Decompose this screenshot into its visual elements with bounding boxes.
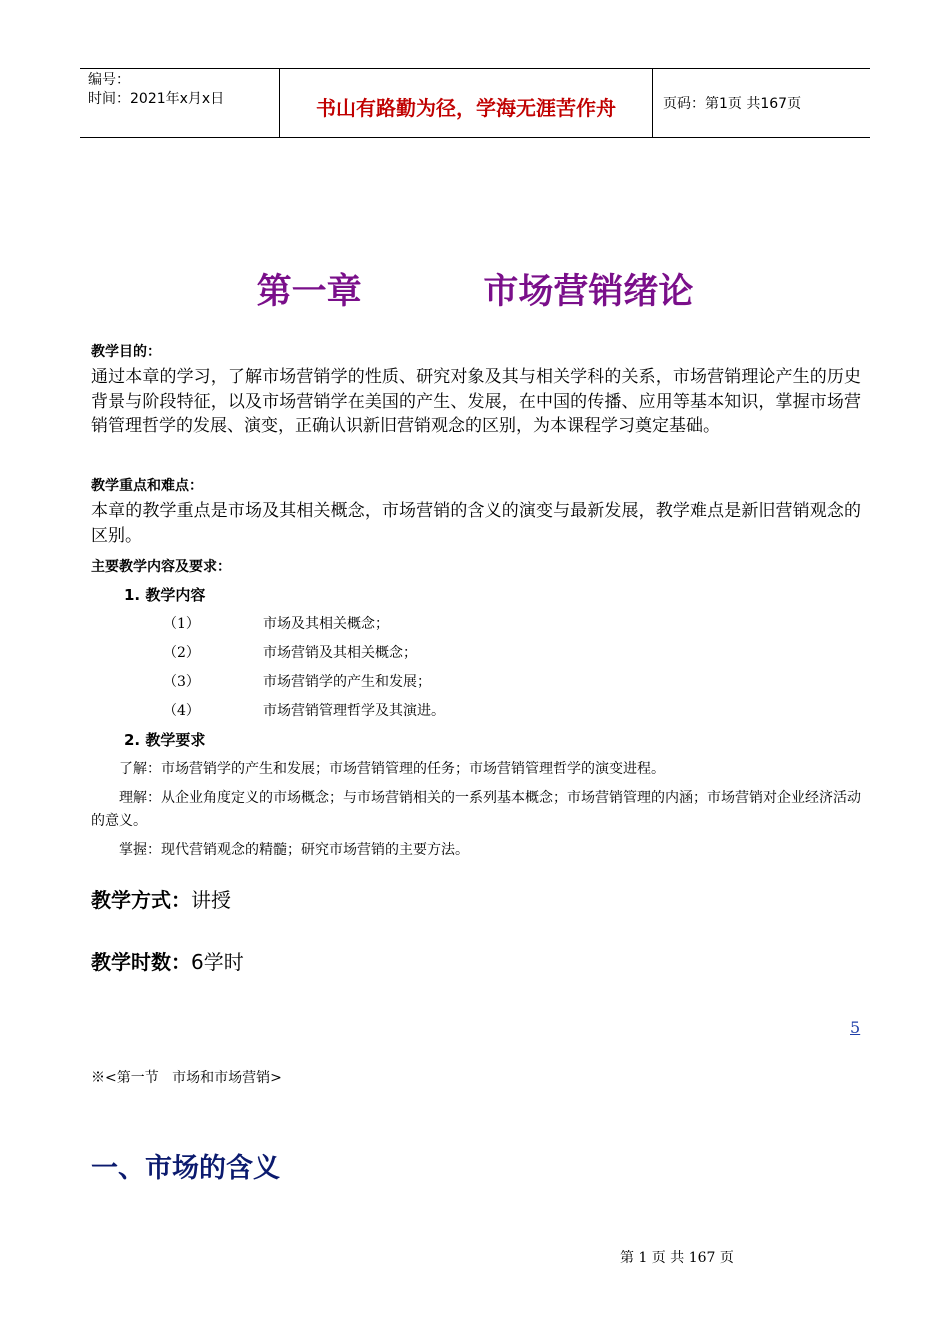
header-motto-cell	[280, 69, 653, 137]
content-subheading: 1. 教学内容	[124, 586, 206, 604]
page-footer: 第 1 页 共 167 页	[620, 1250, 734, 1266]
list-item-number: （1）	[163, 616, 200, 632]
req-comprehend: 理解：从企业角度定义的市场概念；与市场营销相关的一系列基本概念；市场营销管理的内涵；市场营销对企业经济活动的意义。	[91, 790, 861, 829]
header-meta-cell	[80, 69, 280, 137]
req-master: 掌握：现代营销观念的精髓；研究市场营销的主要方法。	[119, 842, 469, 858]
motto: 书山有路勤为径，学海无涯苦作舟	[316, 95, 616, 120]
key-points-text: 本章的教学重点是市场及其相关概念，市场营销的含义的演变与最新发展，教学难点是新旧营销观念的区别。	[91, 501, 861, 546]
requirements-subheading: 2. 教学要求	[124, 731, 206, 749]
list-item-number: （3）	[163, 674, 200, 690]
teaching-hours	[91, 946, 861, 975]
page-info: 页码：第1页 共167页	[663, 96, 802, 112]
key-points-section	[91, 475, 861, 548]
objectives-text: 通过本章的学习，了解市场营销学的性质、研究对象及其与相关学科的关系，市场营销理论产生的历史背景与阶段特征，以及市场营销学在美国的产生、发展，在中国的传播、应用等基本知识，掌握市场营销管理哲学的发展、演变，正确认识新旧营销观念的区别，为本课程学习奠定基础。	[91, 367, 861, 436]
section-heading: 一、市场的含义	[91, 1153, 280, 1184]
document-number-label: 编号：	[88, 72, 130, 88]
list-item-text: 市场及其相关概念；	[263, 616, 389, 632]
chapter-title: 第一章 市场营销绪论	[256, 272, 694, 312]
hours-label: 教学时数：	[91, 950, 191, 974]
content-label-wrap	[91, 556, 861, 576]
key-points-label: 教学重点和难点：	[91, 478, 203, 494]
method-value: 讲授	[191, 888, 231, 912]
requirements	[91, 758, 861, 862]
objectives-label: 教学目的：	[91, 344, 161, 360]
teaching-method	[91, 884, 861, 913]
document-date: 时间：2021年x月x日	[88, 91, 225, 107]
req-understand: 了解：市场营销学的产生和发展；市场营销管理的任务；市场营销管理哲学的演变进程。	[119, 761, 665, 777]
list-item-number: （2）	[163, 645, 200, 661]
method-label: 教学方式：	[91, 888, 191, 912]
section-reference: ※<第一节 市场和市场营销>	[91, 1070, 282, 1086]
hours-value: 6学时	[191, 950, 244, 974]
objectives-section	[91, 341, 861, 439]
header-page-cell	[653, 69, 870, 137]
list-item-number: （4）	[163, 703, 200, 719]
header-table	[80, 68, 870, 138]
page-link[interactable]: 5	[850, 1018, 861, 1037]
list-item-text: 市场营销学的产生和发展；	[263, 674, 431, 690]
list-item-text: 市场营销管理哲学及其演进。	[263, 703, 445, 719]
list-item-text: 市场营销及其相关概念；	[263, 645, 417, 661]
content-label: 主要教学内容及要求：	[91, 559, 231, 575]
